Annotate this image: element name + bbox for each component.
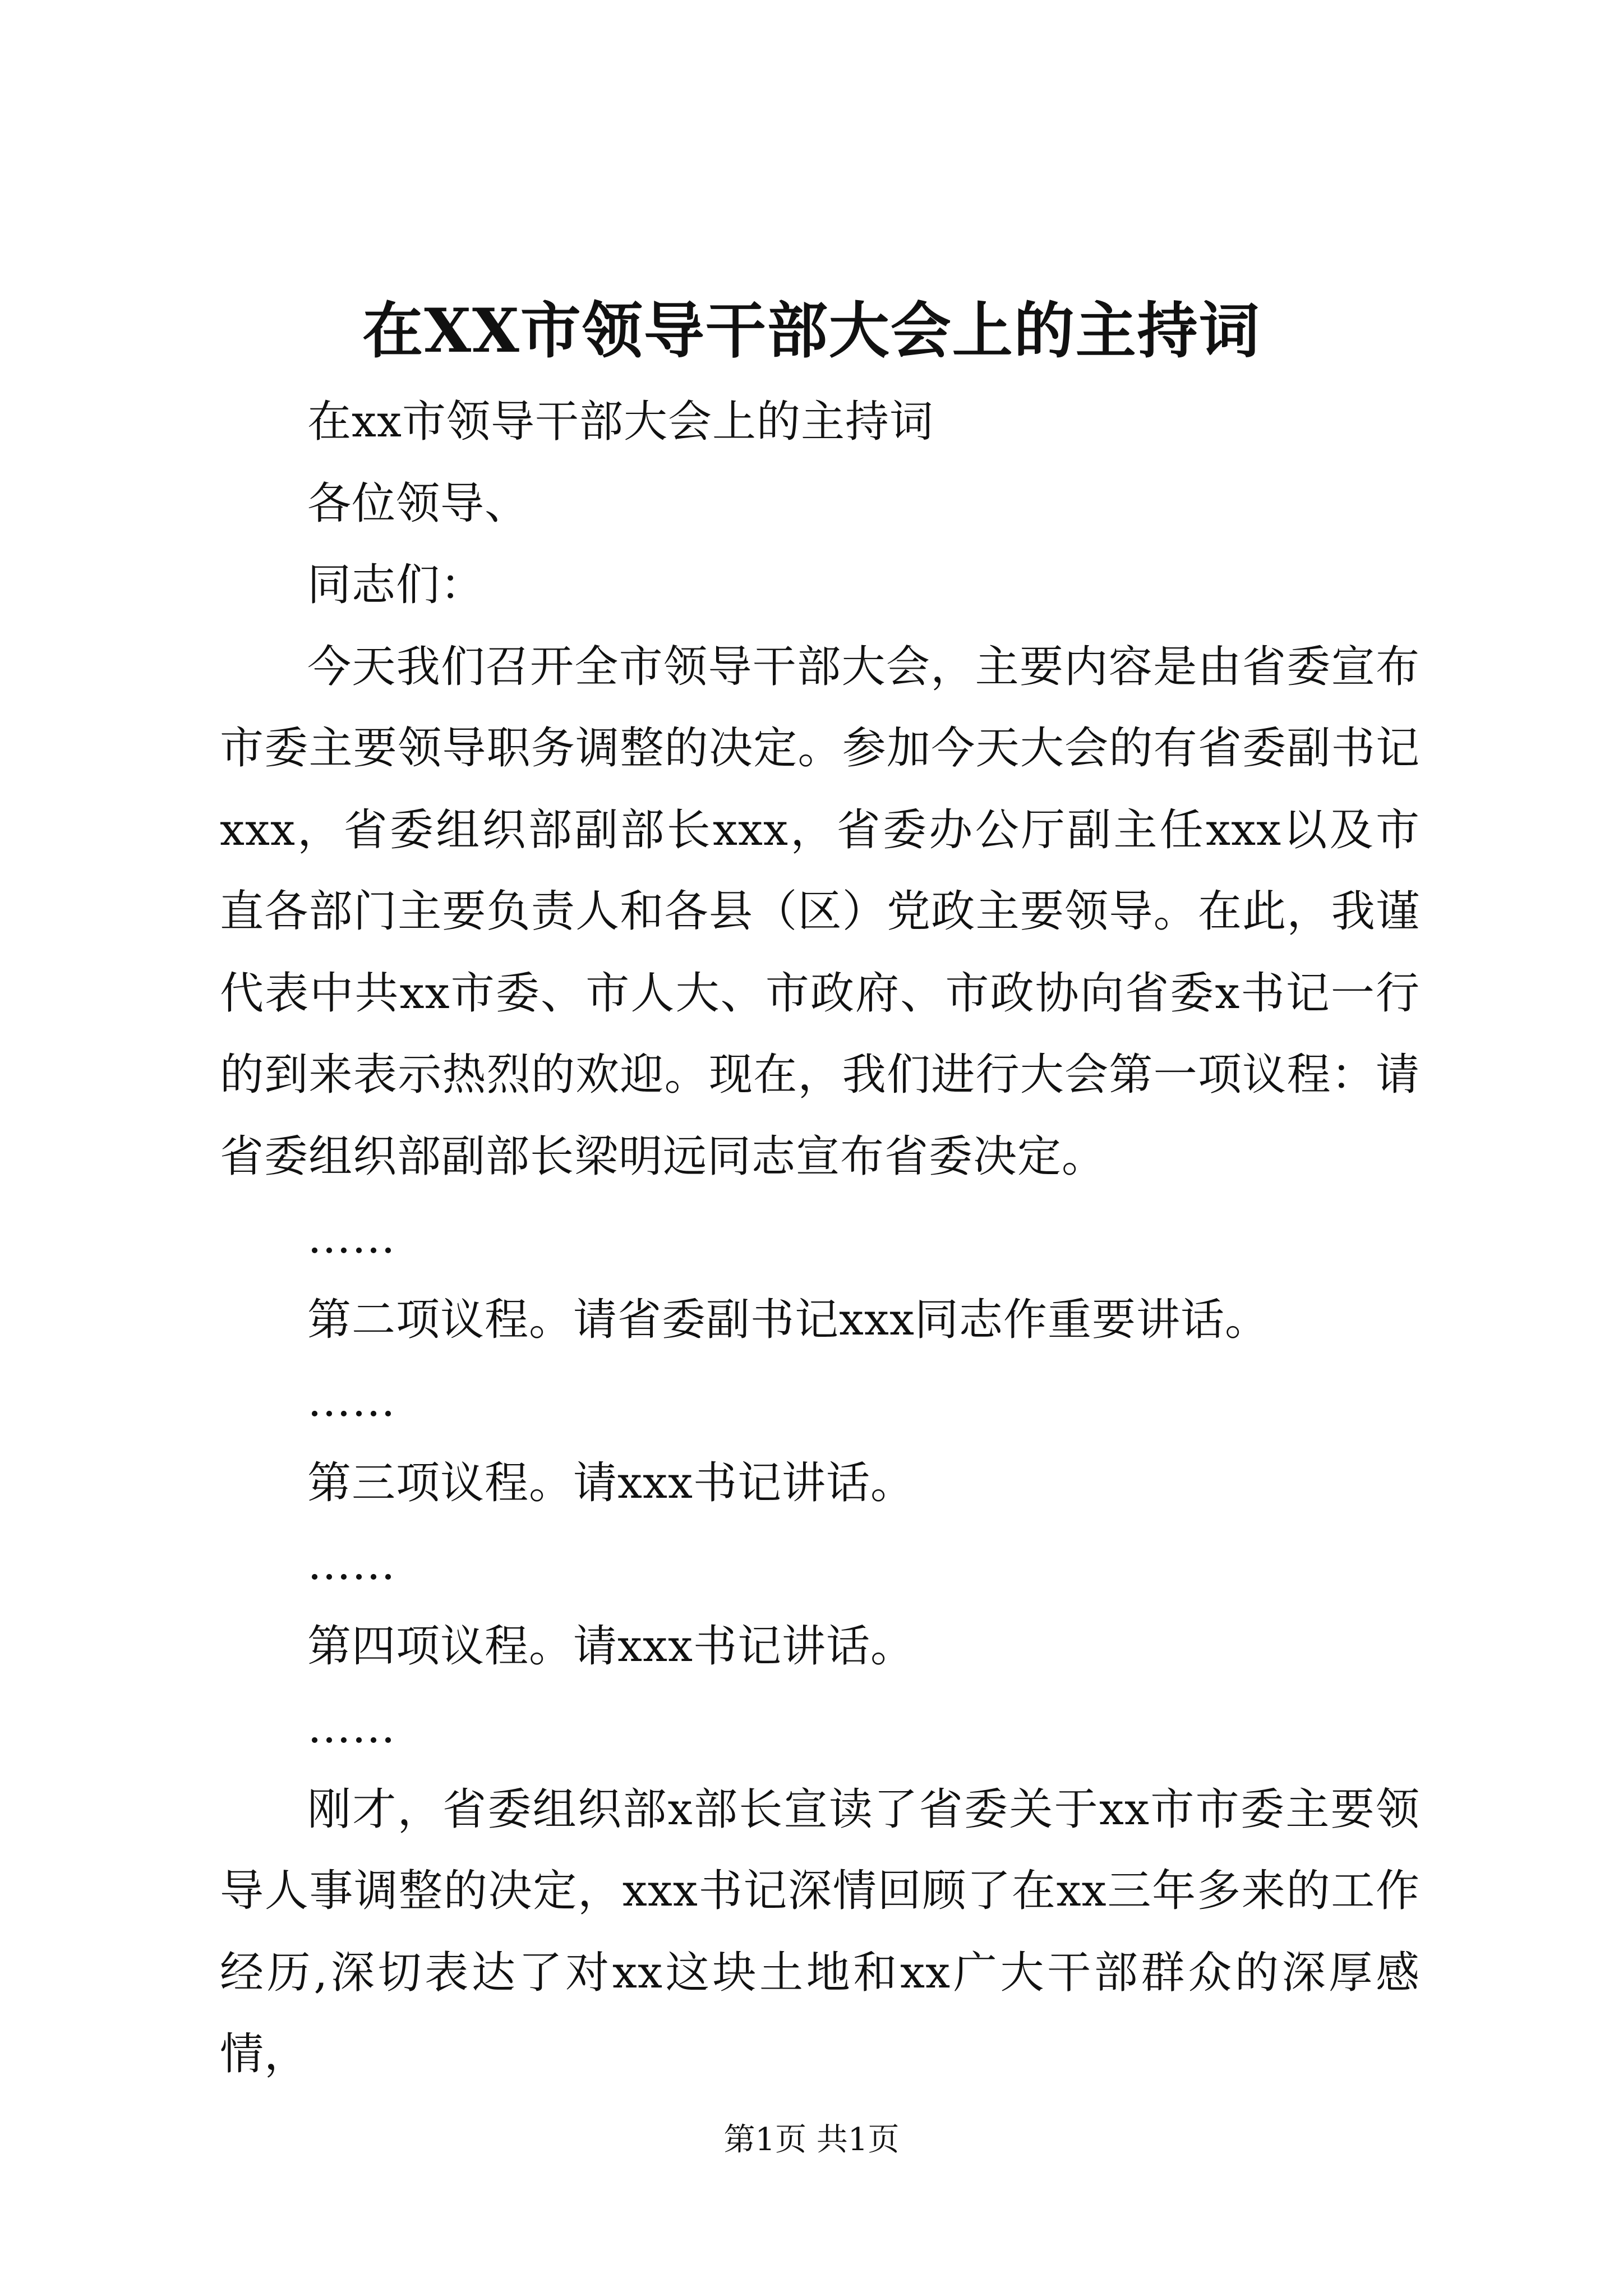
paragraph-salutation-leaders: 各位领导、 bbox=[307, 478, 529, 529]
paragraph-agenda-3: 第三项议程。请xxx书记讲话。 bbox=[307, 1457, 915, 1508]
paragraph-agenda-2: 第二项议程。请省委副书记xxx同志作重要讲话。 bbox=[307, 1294, 1269, 1345]
paragraph-subtitle: 在xx市领导干部大会上的主持词 bbox=[307, 397, 934, 447]
paragraph-agenda-4: 第四项议程。请xxx书记讲话。 bbox=[307, 1621, 915, 1672]
page-footer: 第1页 共1页 bbox=[723, 2122, 900, 2158]
document-title: 在XX市领导干部大会上的主持词 bbox=[362, 296, 1261, 366]
paragraph-ellipsis: …… bbox=[307, 1539, 396, 1590]
document-body bbox=[220, 381, 1420, 2096]
paragraph-summary: 刚才，省委组织部x部长宣读了省委关于xx市市委主要领导人事调整的决定，xxx书记深情回顾了在xx三年多来的工作经历,深切表达了对xx这块土地和xx广大干部群众的深厚感情， bbox=[220, 1784, 1420, 2079]
paragraph-opening: 今天我们召开全市领导干部大会，主要内容是由省委宣布市委主要领导职务调整的决定。参加今天大会的有省委副书记xxx，省委组织部副部长xxx，省委办公厅副主任xxx以及市直各部门主要负责人和各县（区）党政主要领导。在此，我谨代表中共xx市委、市人大、市政府、市政协向省委x书记一行的到来表示热烈的欢迎。现在，我们进行大会第一项议程：请省委组织部副部长梁明远同志宣布省委决定。 bbox=[220, 641, 1420, 1182]
paragraph-ellipsis: …… bbox=[307, 1703, 396, 1753]
paragraph-salutation-comrades: 同志们： bbox=[307, 560, 485, 610]
paragraph-ellipsis: …… bbox=[307, 1376, 396, 1427]
paragraph-ellipsis: …… bbox=[307, 1213, 396, 1263]
